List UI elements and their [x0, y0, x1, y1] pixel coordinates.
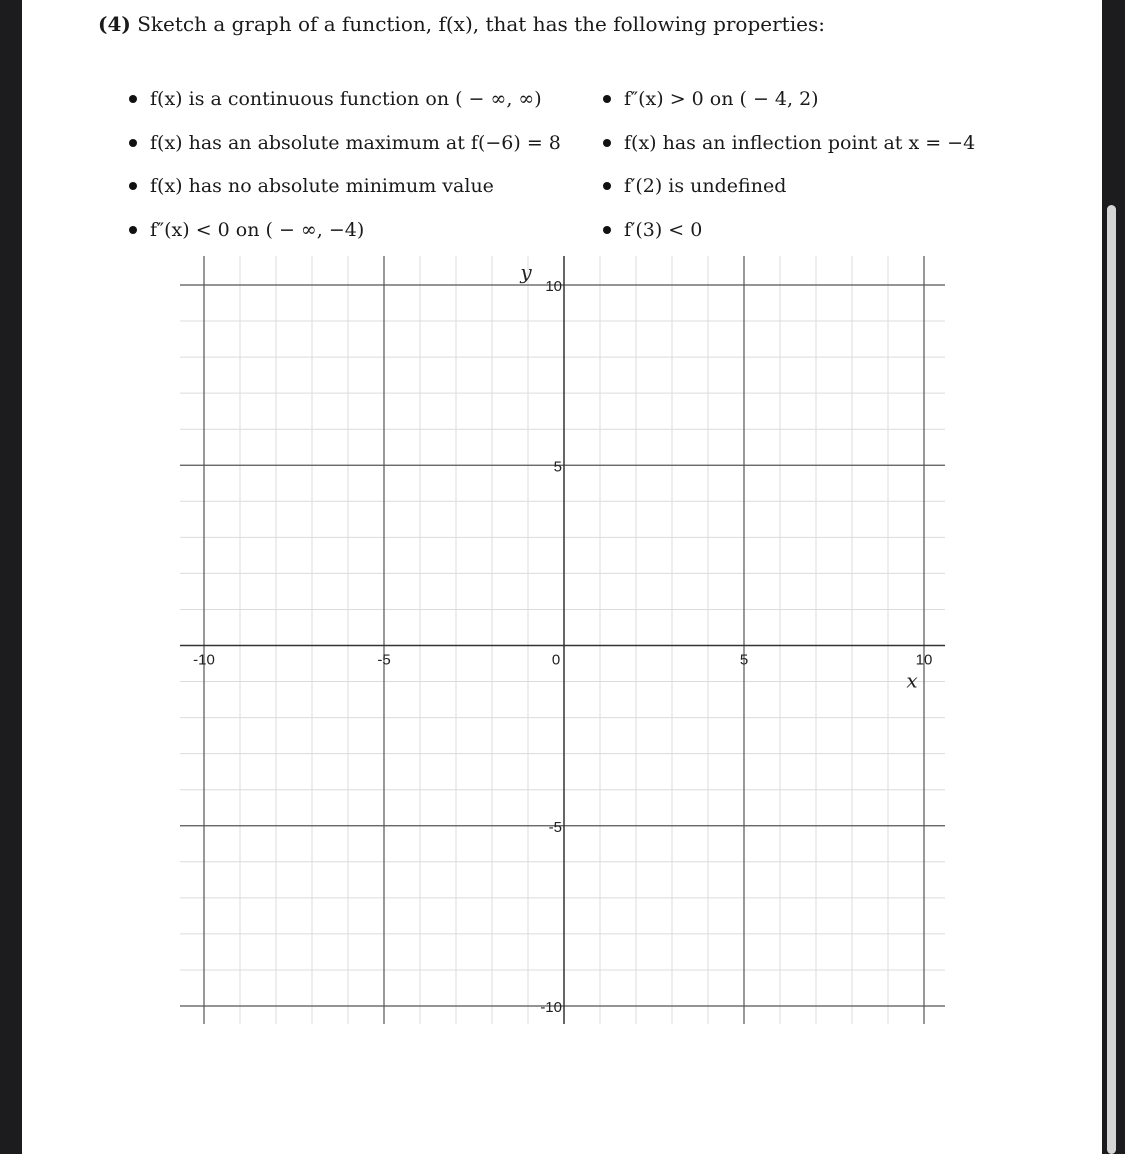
question-number: (4)	[98, 12, 131, 36]
property-item: f″(x) > 0 on ( − 4, 2)	[603, 86, 975, 130]
property-item: f(x) has an inflection point at x = −4	[603, 130, 975, 174]
y-tick-label: 10	[545, 278, 562, 295]
y-tick-label: 5	[553, 458, 562, 476]
y-tick-label: -10	[540, 999, 562, 1016]
x-tick-label: 10	[915, 651, 933, 669]
y-tick-label: -5	[548, 818, 562, 836]
major-gridlines	[180, 256, 945, 1024]
property-item: f″(x) < 0 on ( − ∞, −4)	[129, 217, 561, 261]
axis-labels	[193, 260, 932, 1016]
x-axis-label: x	[906, 668, 918, 693]
x-tick-label: -10	[193, 651, 215, 669]
question-text: Sketch a graph of a function, f(x), that has the following properties:	[137, 12, 825, 36]
x-tick-label: -5	[377, 651, 391, 669]
axes	[180, 256, 945, 1024]
property-item: f′(2) is undefined	[603, 173, 975, 217]
property-item: f′(3) < 0	[603, 217, 975, 261]
property-item: f(x) is a continuous function on ( − ∞, ∞)	[129, 86, 561, 130]
y-axis-label: y	[520, 260, 532, 284]
x-tick-label: 0	[551, 651, 561, 669]
minor-gridlines	[180, 256, 945, 1024]
property-item: f(x) has an absolute maximum at f(−6) = 8	[129, 130, 561, 174]
x-tick-label: 5	[739, 651, 749, 669]
property-item: f(x) has no absolute minimum value	[129, 173, 561, 217]
